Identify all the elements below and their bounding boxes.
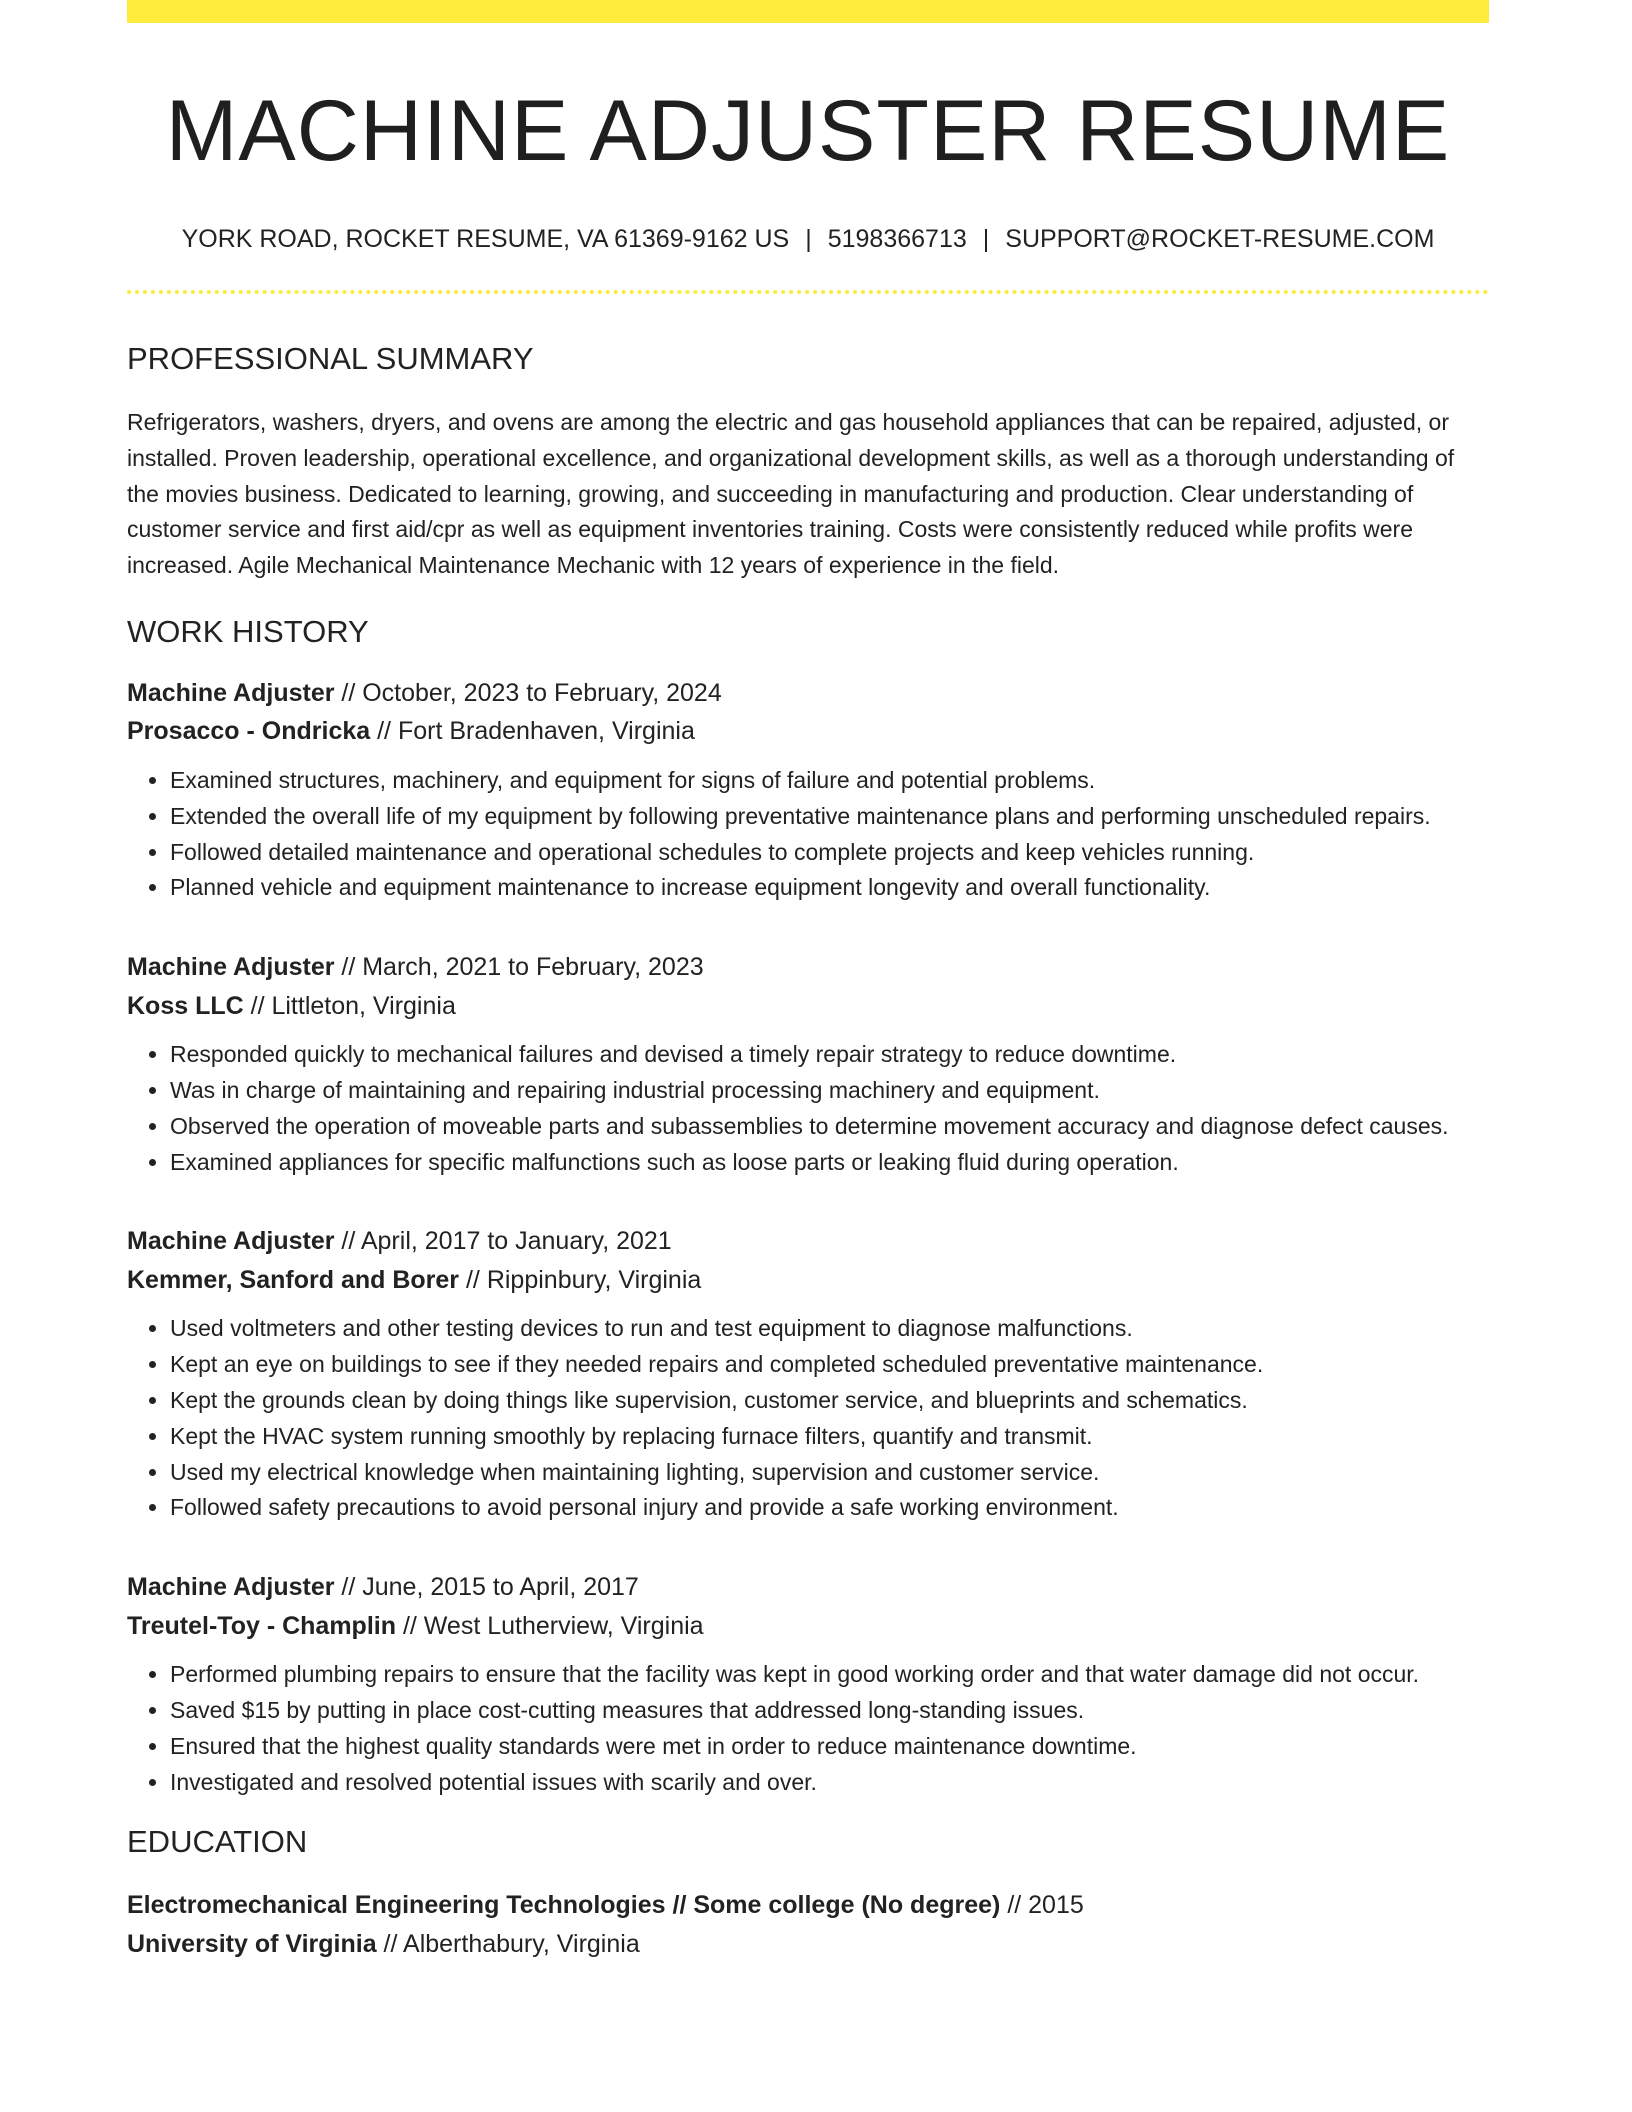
education-heading: EDUCATION bbox=[127, 1824, 308, 1860]
education-year: // 2015 bbox=[1000, 1891, 1084, 1920]
job-bullet: • Responded quickly to mechanical failures and devised a timely repair strategy to reduce downtime. bbox=[170, 1037, 1489, 1073]
job-title-line bbox=[127, 1568, 1489, 1607]
job-bullet: • Saved $15 by putting in place cost-cutting measures that addressed long-standing issues. bbox=[170, 1693, 1489, 1729]
job-bullet: • Examined appliances for specific malfunctions such as loose parts or leaking fluid during operation. bbox=[170, 1145, 1489, 1181]
job-dates: // October, 2023 to February, 2024 bbox=[334, 678, 722, 707]
job-bullet: • Used my electrical knowledge when maintaining lighting, supervision and customer service. bbox=[170, 1455, 1489, 1491]
job-entry bbox=[127, 948, 1489, 1180]
job-bullets bbox=[127, 1037, 1489, 1180]
job-title-line bbox=[127, 674, 1489, 713]
job-title: Machine Adjuster bbox=[127, 1227, 335, 1256]
job-bullets bbox=[127, 1311, 1489, 1526]
job-bullet: • Planned vehicle and equipment maintenance to increase equipment longevity and overall functionality. bbox=[170, 870, 1489, 906]
job-dates: // April, 2017 to January, 2021 bbox=[334, 1227, 672, 1256]
job-company: Prosacco - Ondricka bbox=[127, 717, 371, 746]
job-company: Treutel-Toy - Champlin bbox=[127, 1611, 396, 1640]
job-bullet: • Kept the HVAC system running smoothly by replacing furnace filters, quantify and transmit. bbox=[170, 1419, 1489, 1455]
contact-address: YORK ROAD, ROCKET RESUME, VA 61369-9162 US bbox=[181, 225, 790, 253]
education-degree: Electromechanical Engineering Technologies // Some college (No degree) bbox=[127, 1891, 1001, 1920]
job-company: Koss LLC bbox=[127, 991, 244, 1020]
job-company-line bbox=[127, 712, 1489, 751]
job-bullet: • Followed detailed maintenance and operational schedules to complete projects and keep vehicles running. bbox=[170, 835, 1489, 871]
job-location: // Littleton, Virginia bbox=[243, 991, 456, 1020]
education-entry bbox=[127, 1886, 1489, 1963]
education-school: University of Virginia bbox=[127, 1929, 377, 1958]
resume-content bbox=[127, 0, 1489, 1963]
job-dates: // March, 2021 to February, 2023 bbox=[334, 953, 704, 982]
contact-line bbox=[127, 224, 1489, 254]
job-bullets bbox=[127, 763, 1489, 906]
contact-separator: | bbox=[805, 225, 812, 253]
job-title-line bbox=[127, 1222, 1489, 1261]
contact-email: SUPPORT@ROCKET-RESUME.COM bbox=[1005, 225, 1435, 253]
job-bullet: • Observed the operation of moveable parts and subassemblies to determine movement accuracy and diagnose defect causes. bbox=[170, 1109, 1489, 1145]
job-bullet: • Followed safety precautions to avoid personal injury and provide a safe working environment. bbox=[170, 1490, 1489, 1526]
job-bullet: • Kept an eye on buildings to see if they needed repairs and completed scheduled preventative maintenance. bbox=[170, 1347, 1489, 1383]
education-school-line bbox=[127, 1925, 1489, 1964]
job-title: Machine Adjuster bbox=[127, 953, 335, 982]
job-dates: // June, 2015 to April, 2017 bbox=[334, 1573, 639, 1602]
job-company-line bbox=[127, 1607, 1489, 1646]
work-history-heading: WORK HISTORY bbox=[127, 613, 369, 649]
job-bullet: • Performed plumbing repairs to ensure that the facility was kept in good working order and that water damage did not occur. bbox=[170, 1657, 1489, 1693]
job-bullet: • Used voltmeters and other testing devices to run and test equipment to diagnose malfunctions. bbox=[170, 1311, 1489, 1347]
job-company-line bbox=[127, 987, 1489, 1026]
job-bullet: • Extended the overall life of my equipment by following preventative maintenance plans and performing unscheduled repairs. bbox=[170, 799, 1489, 835]
contact-separator: | bbox=[982, 225, 990, 253]
education-location: // Alberthabury, Virginia bbox=[376, 1929, 640, 1958]
job-location: // West Lutherview, Virginia bbox=[396, 1611, 704, 1640]
summary-text: Refrigerators, washers, dryers, and ovens are among the electric and gas household appliances that can be repaired, adjusted, or installed. Proven leadership, operational excellence, and organizational development skills, as well as a thorough understanding of the movies business. Dedicated to learning, growing, and succeeding in manufacturing and production. Clear understanding of customer service and first aid/cpr as well as equipment inventories training. Costs were consistently reduced while profits were increased. Agile Mechanical Maintenance Mechanic with 12 years of experience in the field. bbox=[127, 409, 1455, 579]
job-entry bbox=[127, 674, 1489, 906]
summary-heading: PROFESSIONAL SUMMARY bbox=[127, 341, 534, 376]
job-entry bbox=[127, 1222, 1489, 1526]
job-title: Machine Adjuster bbox=[127, 678, 335, 707]
job-location: // Rippinbury, Virginia bbox=[459, 1265, 702, 1294]
job-bullet: • Kept the grounds clean by doing things like supervision, customer service, and blueprints and schematics. bbox=[170, 1383, 1489, 1419]
job-title-line bbox=[127, 948, 1489, 987]
job-company-line bbox=[127, 1261, 1489, 1300]
dotted-divider bbox=[127, 290, 1489, 294]
job-bullet: • Examined structures, machinery, and equipment for signs of failure and potential problems. bbox=[170, 763, 1489, 799]
job-entry bbox=[127, 1568, 1489, 1800]
job-company: Kemmer, Sanford and Borer bbox=[127, 1265, 460, 1294]
job-bullet: • Was in charge of maintaining and repairing industrial processing machinery and equipment. bbox=[170, 1073, 1489, 1109]
job-bullet: • Investigated and resolved potential issues with scarily and over. bbox=[170, 1765, 1489, 1801]
job-bullet: • Ensured that the highest quality standards were met in order to reduce maintenance downtime. bbox=[170, 1729, 1489, 1765]
job-title: Machine Adjuster bbox=[127, 1573, 335, 1602]
education-degree-line bbox=[127, 1886, 1489, 1925]
contact-phone: 5198366713 bbox=[827, 225, 967, 253]
work-history-list bbox=[127, 674, 1489, 1800]
job-bullets bbox=[127, 1657, 1489, 1800]
page-title: MACHINE ADJUSTER RESUME bbox=[165, 83, 1451, 179]
job-location: // Fort Bradenhaven, Virginia bbox=[370, 717, 695, 746]
